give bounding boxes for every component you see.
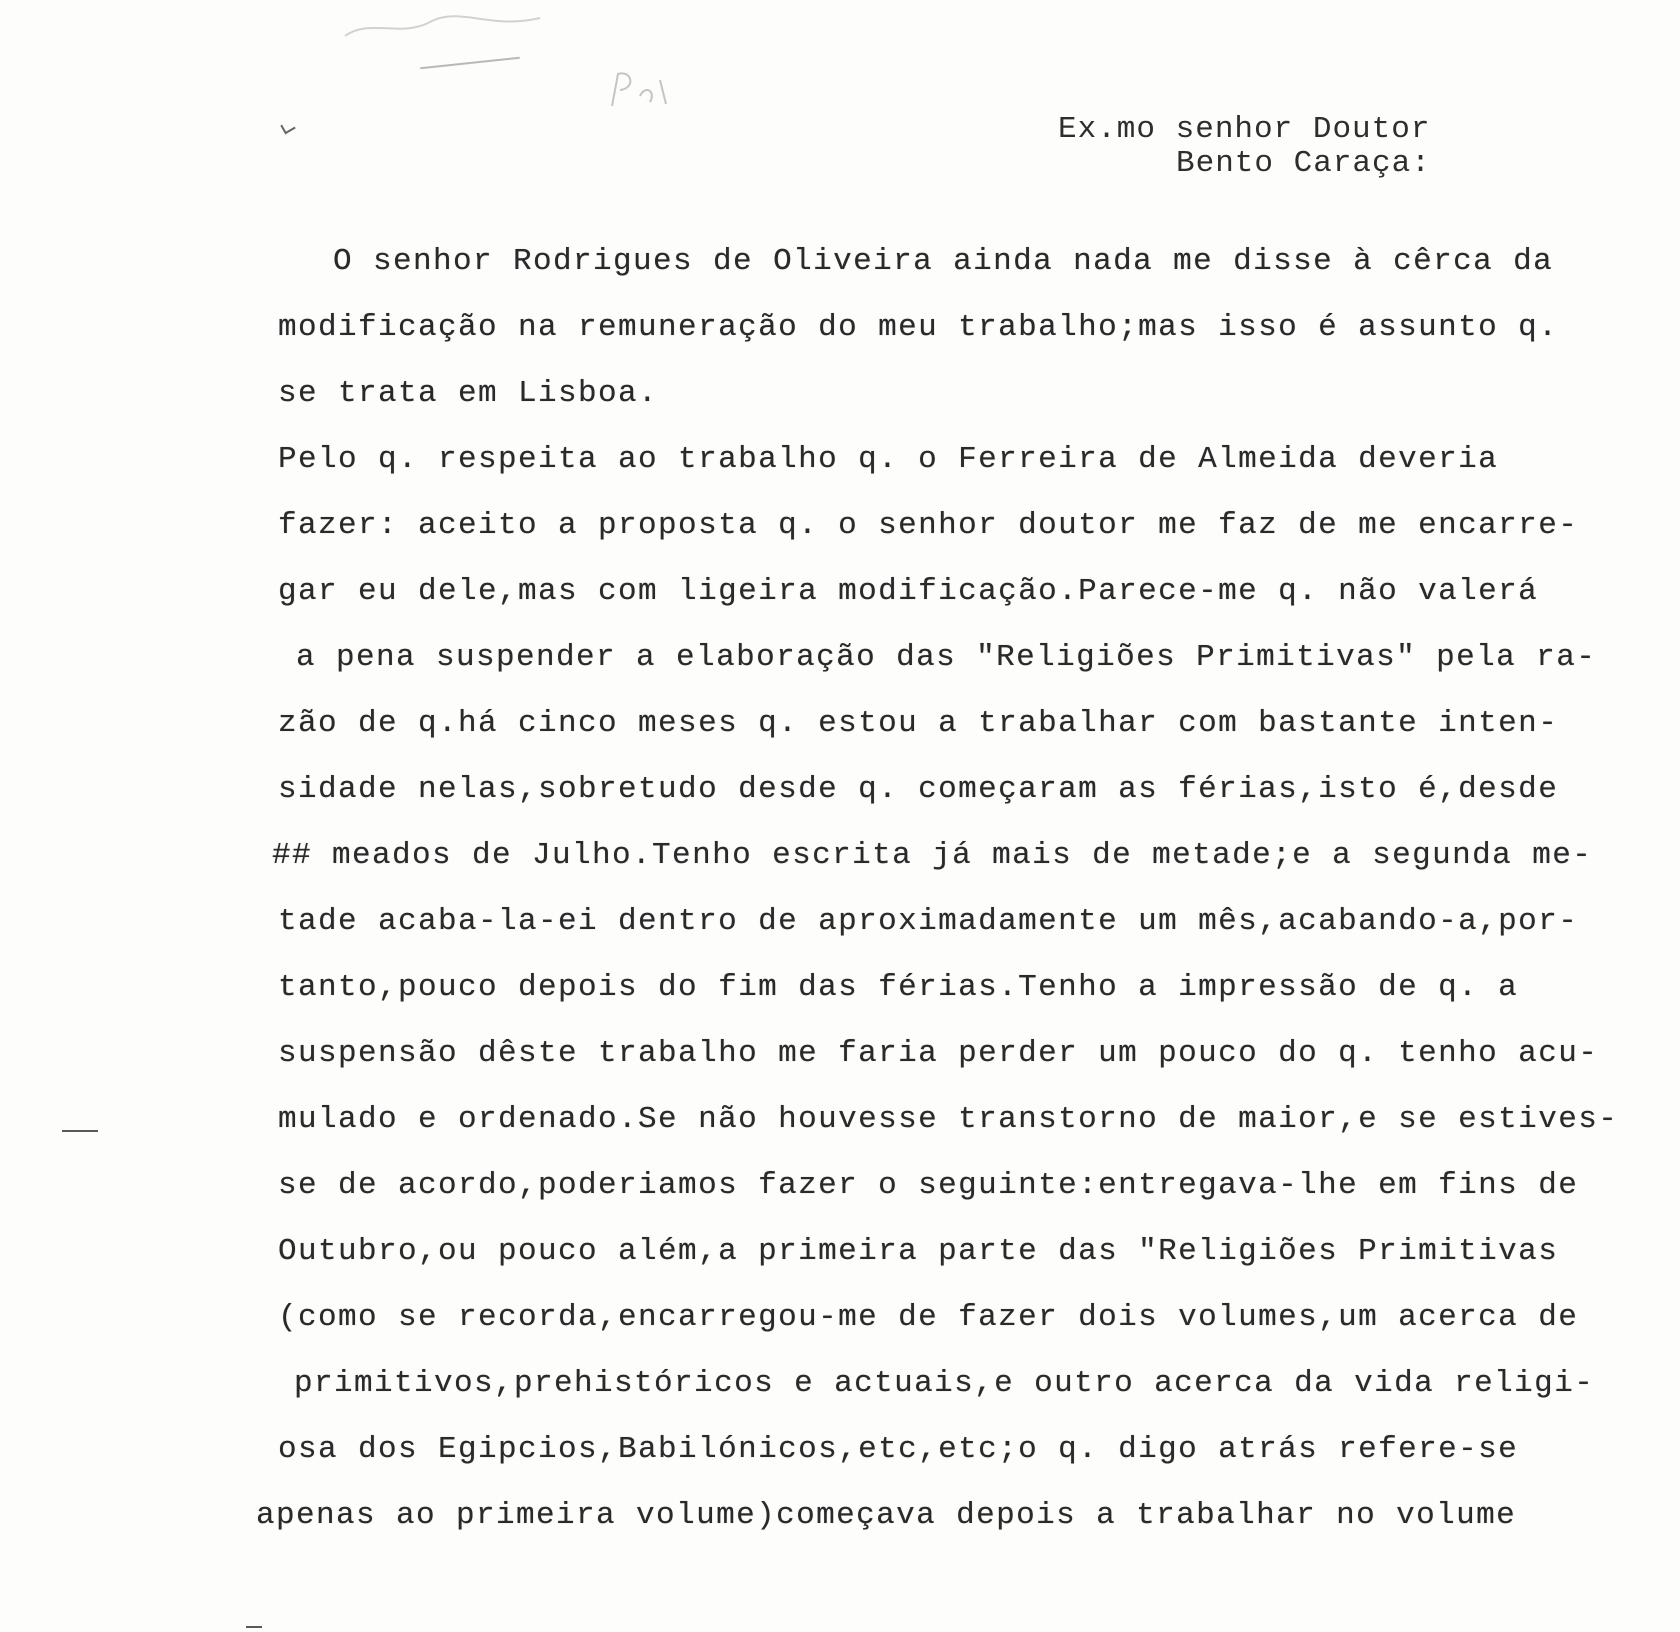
body-line: ## meados de Julho.Tenho escrita já mais de metade;e a segunda me- xyxy=(272,838,1593,873)
body-line: Pelo q. respeita ao trabalho q. o Ferreira de Almeida deveria xyxy=(278,442,1499,477)
pencil-scribble-mark xyxy=(340,8,560,48)
corner-tick-mark xyxy=(280,120,295,135)
salutation-line-1: Ex.mo senhor Doutor xyxy=(1058,112,1431,147)
body-line: tanto,pouco depois do fim das férias.Tenho a impressão de q. a xyxy=(278,970,1519,1005)
body-line: se trata em Lisboa. xyxy=(278,376,659,411)
salutation-line-2: Bento Caraça: xyxy=(1176,146,1431,181)
body-line: suspensão dêste trabalho me faria perder um pouco do q. tenho acu- xyxy=(278,1036,1599,1071)
pencil-monogram-mark xyxy=(604,66,674,116)
pencil-line-mark xyxy=(420,57,520,69)
body-line: modificação na remuneração do meu trabalho;mas isso é assunto q. xyxy=(278,310,1559,345)
body-line: Outubro,ou pouco além,a primeira parte das "Religiões Primitivas xyxy=(278,1234,1559,1269)
margin-dash-mark xyxy=(62,1130,98,1132)
body-line: osa dos Egipcios,Babilónicos,etc,etc;o q. digo atrás refere-se xyxy=(278,1432,1519,1467)
body-line: gar eu dele,mas com ligeira modificação.Parece-me q. não valerá xyxy=(278,574,1539,609)
body-line: (como se recorda,encarregou-me de fazer dois volumes,um acerca de xyxy=(278,1300,1579,1335)
body-line: se de acordo,poderiamos fazer o seguinte:entregava-lhe em fins de xyxy=(278,1168,1579,1203)
body-line: tade acaba-la-ei dentro de aproximadamente um mês,acabando-a,por- xyxy=(278,904,1579,939)
margin-dash-mark-bottom xyxy=(246,1626,262,1628)
body-line: primitivos,prehistóricos e actuais,e outro acerca da vida religi- xyxy=(294,1366,1595,1401)
body-line: fazer: aceito a proposta q. o senhor doutor me faz de me encarre- xyxy=(278,508,1579,543)
pencil-monogram-icon xyxy=(604,66,674,116)
body-line: O senhor Rodrigues de Oliveira ainda nada me disse à cêrca da xyxy=(333,244,1554,279)
body-line: zão de q.há cinco meses q. estou a trabalhar com bastante inten- xyxy=(278,706,1559,741)
body-line: apenas ao primeira volume)começava depois a trabalhar no volume xyxy=(256,1498,1517,1533)
body-line: mulado e ordenado.Se não houvesse transtorno de maior,e se estives- xyxy=(278,1102,1619,1137)
body-line: a pena suspender a elaboração das "Religiões Primitivas" pela ra- xyxy=(296,640,1597,675)
pencil-scribble-icon xyxy=(340,8,560,48)
body-line: sidade nelas,sobretudo desde q. começaram as férias,isto é,desde xyxy=(278,772,1559,807)
